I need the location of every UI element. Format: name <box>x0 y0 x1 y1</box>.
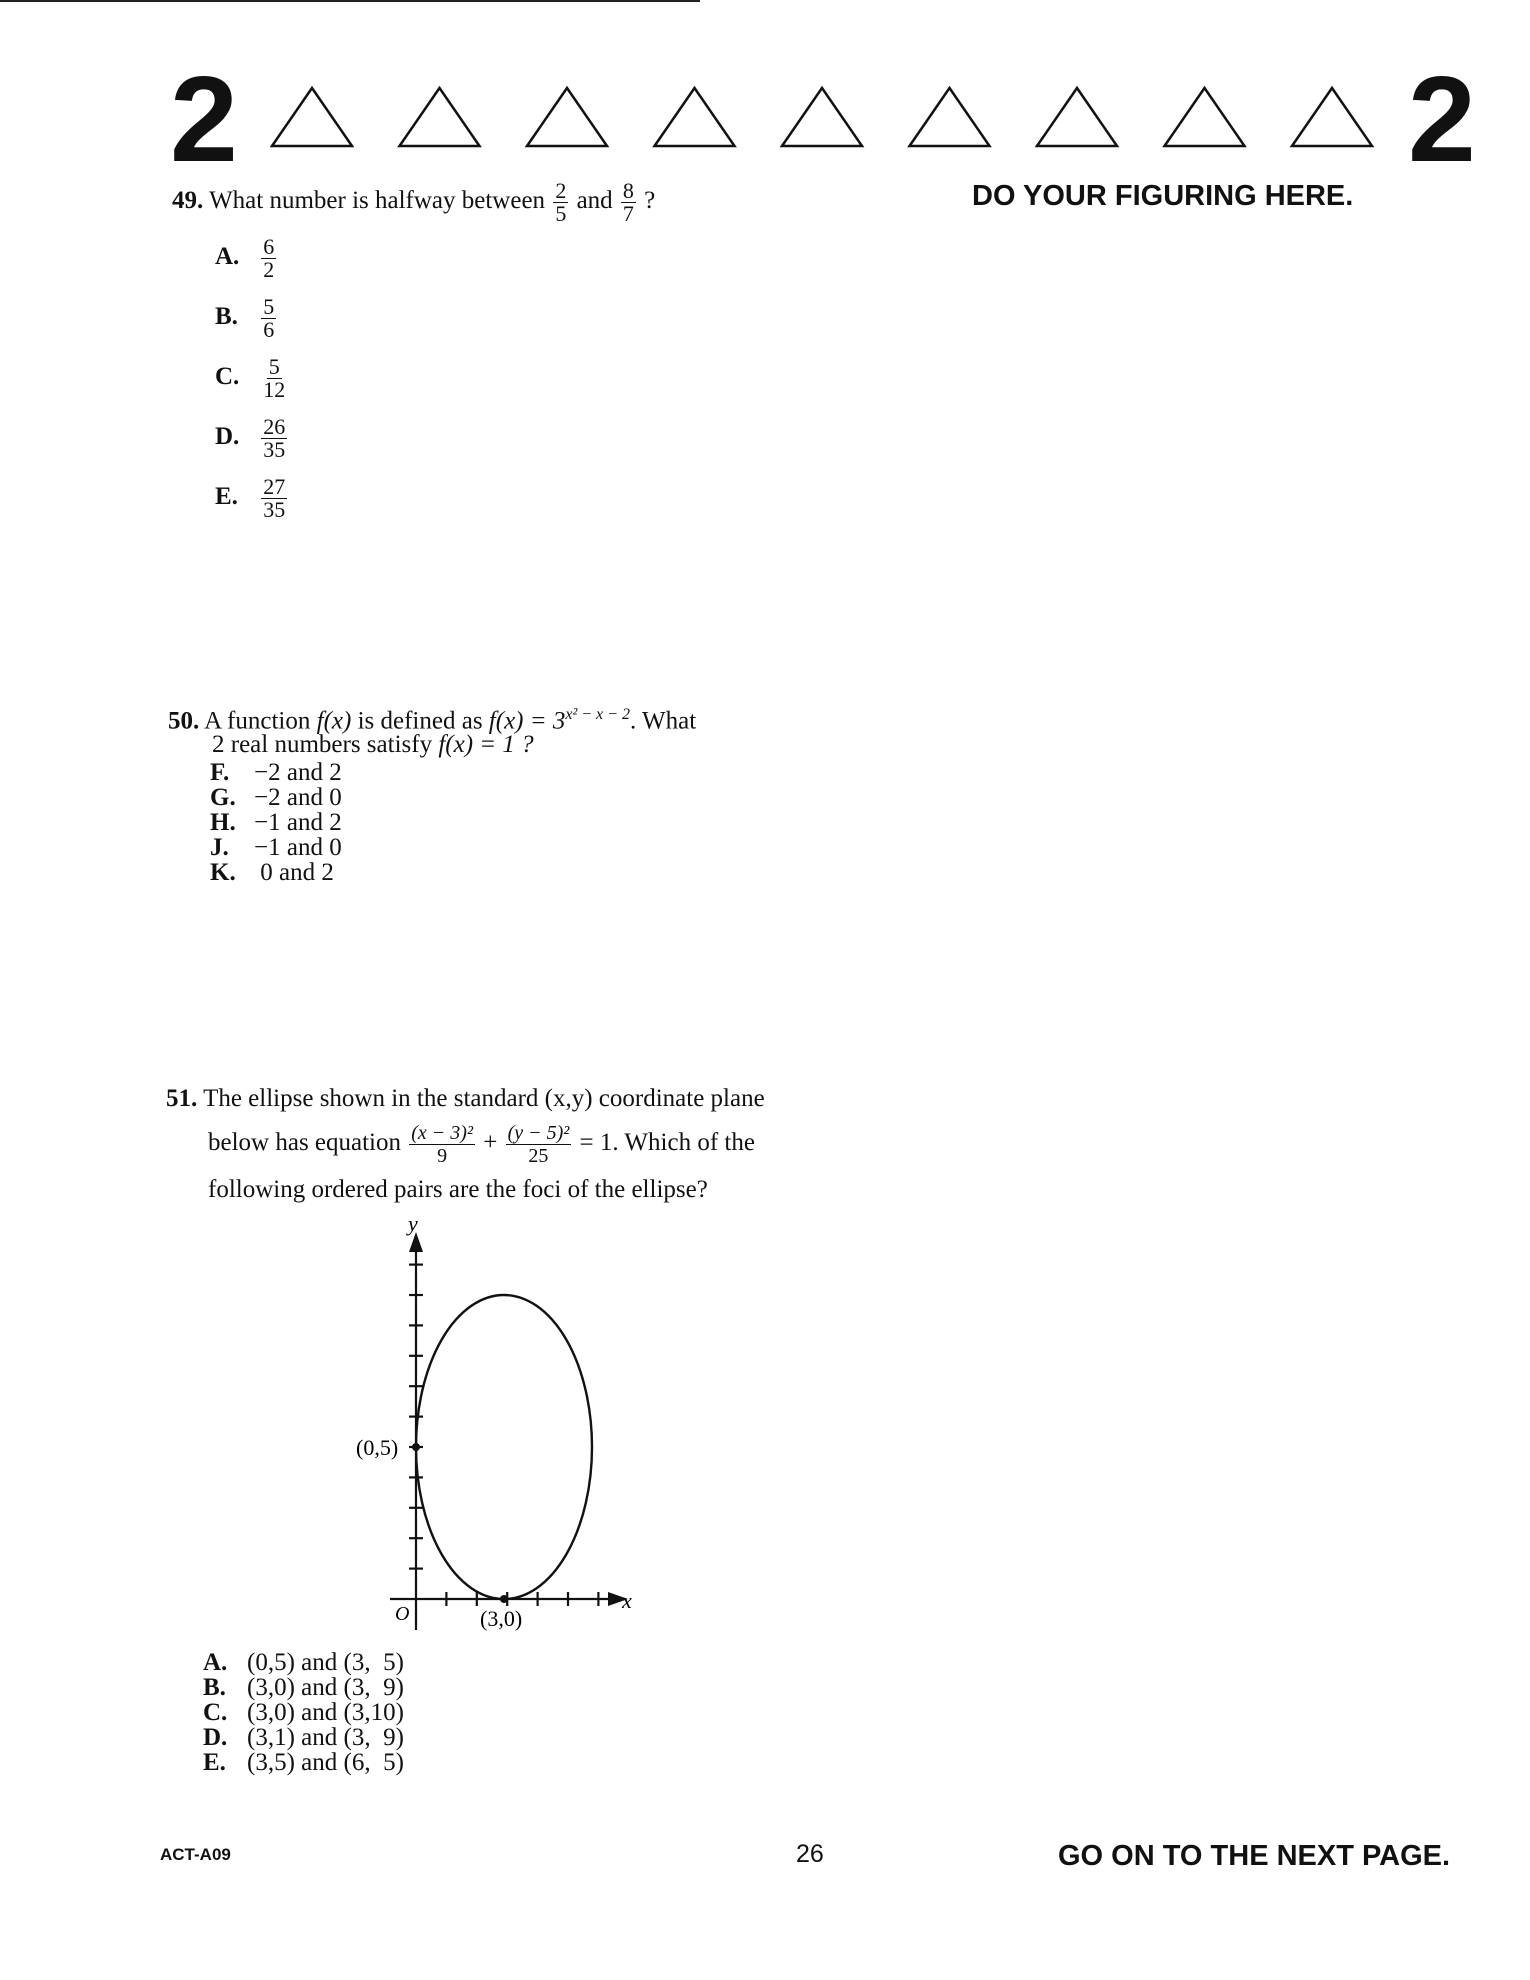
question-number: 51. <box>166 1085 198 1112</box>
question-text: 2 real numbers satisfy <box>212 731 433 759</box>
choice-letter: J. <box>210 834 229 861</box>
choice-letter: H. <box>210 809 236 836</box>
denominator: 2 <box>263 257 275 282</box>
choice-letter: D. <box>203 1724 228 1751</box>
fraction <box>409 1122 475 1167</box>
next-page-label: GO ON TO THE NEXT PAGE. <box>1058 1840 1451 1872</box>
choice-letter: A. <box>203 1649 228 1676</box>
choice-text: (3,5) and (6, 5) <box>247 1749 404 1776</box>
denominator: 9 <box>437 1145 448 1167</box>
answer-choice-50j[interactable] <box>210 835 342 860</box>
question-text: below has equation <box>208 1129 402 1157</box>
point-3-0-marker <box>500 1595 508 1603</box>
answer-choice-50k[interactable] <box>210 860 342 885</box>
choice-text: −2 and 0 <box>254 784 342 811</box>
triangle-icon <box>1165 88 1245 146</box>
choice-letter: B. <box>203 1674 226 1701</box>
question-text: A function <box>204 707 311 735</box>
answer-choice-51d[interactable] <box>203 1725 404 1750</box>
ellipse-graph <box>340 1210 660 1650</box>
triangle-icon <box>782 88 862 146</box>
choice-text: (3,1) and (3, 9) <box>247 1724 404 1751</box>
numerator: 8 <box>622 178 634 203</box>
denominator: 35 <box>263 437 286 462</box>
numerator: 6 <box>263 234 275 259</box>
triangle-icons <box>270 84 1400 154</box>
answer-choice-49a[interactable] <box>215 236 278 281</box>
choice-text: (3,0) and (3,10) <box>247 1699 404 1726</box>
answer-choice-49b[interactable] <box>215 296 278 341</box>
numerator: (y − 5)² <box>507 1122 570 1144</box>
ellipse-curve <box>416 1295 592 1599</box>
choice-text: −1 and 0 <box>254 834 342 861</box>
numerator: 2 <box>555 178 567 203</box>
plus-sign: + <box>483 1129 498 1157</box>
section-number-right: 2 <box>1408 51 1476 187</box>
answer-choices-50 <box>210 760 342 885</box>
x-axis-label: x <box>622 1588 632 1613</box>
point-3-0-label: (3,0) <box>480 1606 523 1631</box>
denominator: 35 <box>263 497 286 522</box>
point-0-5-marker <box>412 1443 420 1451</box>
answer-choice-51a[interactable] <box>203 1650 404 1675</box>
answer-choice-51e[interactable] <box>203 1750 404 1775</box>
answer-choice-50h[interactable] <box>210 810 342 835</box>
choice-text: (0,5) and (3, 5) <box>247 1649 404 1676</box>
choice-letter: A. <box>215 243 240 271</box>
question-number: 50. <box>168 707 200 735</box>
answer-choice-50g[interactable] <box>210 785 342 810</box>
y-axis-label: y <box>408 1211 418 1236</box>
choice-letter: C. <box>203 1699 228 1726</box>
choice-text: −2 and 2 <box>254 759 342 786</box>
question-text: = 1. Which of the <box>579 1129 755 1157</box>
question-text: What number is halfway between <box>209 187 546 215</box>
question-line-2 <box>168 730 808 760</box>
choice-text: −1 and 2 <box>254 809 342 836</box>
numerator: 5 <box>268 354 280 379</box>
triangle-icon <box>400 88 480 146</box>
connector-text: and <box>576 187 613 215</box>
numerator: (x − 3)² <box>411 1122 473 1144</box>
question-line-2 <box>166 1122 846 1167</box>
fraction <box>261 296 276 341</box>
triangle-icon <box>655 88 735 146</box>
triangle-icon <box>1292 88 1372 146</box>
choice-letter: D. <box>215 423 240 451</box>
condition-equation: f(x) = 1 ? <box>438 731 534 759</box>
denominator: 5 <box>555 201 567 226</box>
question-mark: ? <box>644 187 656 215</box>
denominator: 12 <box>263 377 286 402</box>
answer-choice-49d[interactable] <box>215 416 289 461</box>
figuring-label: DO YOUR FIGURING HERE. <box>972 180 1354 212</box>
question-line-3 <box>166 1175 846 1205</box>
denominator: 6 <box>263 317 275 342</box>
denominator: 7 <box>622 201 634 226</box>
choice-letter: G. <box>210 784 236 811</box>
point-0-5-label: (0,5) <box>356 1435 399 1460</box>
origin-label: O <box>395 1603 410 1625</box>
triangle-icon <box>910 88 990 146</box>
choice-letter: E. <box>215 483 238 511</box>
answer-choice-49e[interactable] <box>215 476 289 521</box>
fraction <box>261 476 287 521</box>
numerator: 5 <box>263 294 275 319</box>
question-number: 49. <box>172 187 204 215</box>
answer-choices-51 <box>203 1650 404 1775</box>
page-number: 26 <box>796 1840 824 1868</box>
function-name: f(x) <box>316 707 352 735</box>
fraction <box>553 180 568 225</box>
question-51-stem <box>166 1084 846 1205</box>
choice-letter: K. <box>210 859 236 886</box>
fraction <box>261 236 276 281</box>
choice-letter: F. <box>210 759 230 786</box>
answer-choice-51c[interactable] <box>203 1700 404 1725</box>
coordinate-plane <box>340 1210 660 1650</box>
numerator: 27 <box>263 474 286 499</box>
question-49-stem <box>172 180 655 225</box>
fraction <box>261 356 287 401</box>
triangle-icon <box>527 88 607 146</box>
answer-choice-50f[interactable] <box>210 760 342 785</box>
section-number-left: 2 <box>170 51 238 187</box>
question-text: The ellipse shown in the standard (x,y) coordinate plane <box>203 1085 765 1112</box>
choice-letter: C. <box>215 363 240 391</box>
triangle-icon <box>1037 88 1117 146</box>
answer-choice-51b[interactable] <box>203 1675 404 1700</box>
fraction <box>621 180 636 225</box>
denominator: 25 <box>528 1145 549 1167</box>
choice-text: (3,0) and (3, 9) <box>247 1674 404 1701</box>
triangle-row <box>270 84 1400 154</box>
exponent: x² − x − 2 <box>565 706 630 723</box>
fraction <box>261 416 287 461</box>
question-text: . What <box>629 707 697 735</box>
question-line-1 <box>166 1084 846 1114</box>
question-text: following ordered pairs are the foci of the ellipse? <box>208 1176 708 1203</box>
answer-choice-49c[interactable] <box>215 356 289 401</box>
fraction <box>506 1122 572 1167</box>
choice-text: 0 and 2 <box>254 859 334 886</box>
numerator: 26 <box>263 414 286 439</box>
choice-letter: E. <box>203 1749 226 1776</box>
function-definition: f(x) = 3 <box>488 707 566 735</box>
top-rule <box>0 0 700 2</box>
form-code: ACT-A09 <box>160 1845 231 1864</box>
question-text: is defined as <box>357 707 483 735</box>
choice-letter: B. <box>215 303 238 331</box>
question-50-stem <box>168 700 808 760</box>
triangle-icon <box>272 88 352 146</box>
